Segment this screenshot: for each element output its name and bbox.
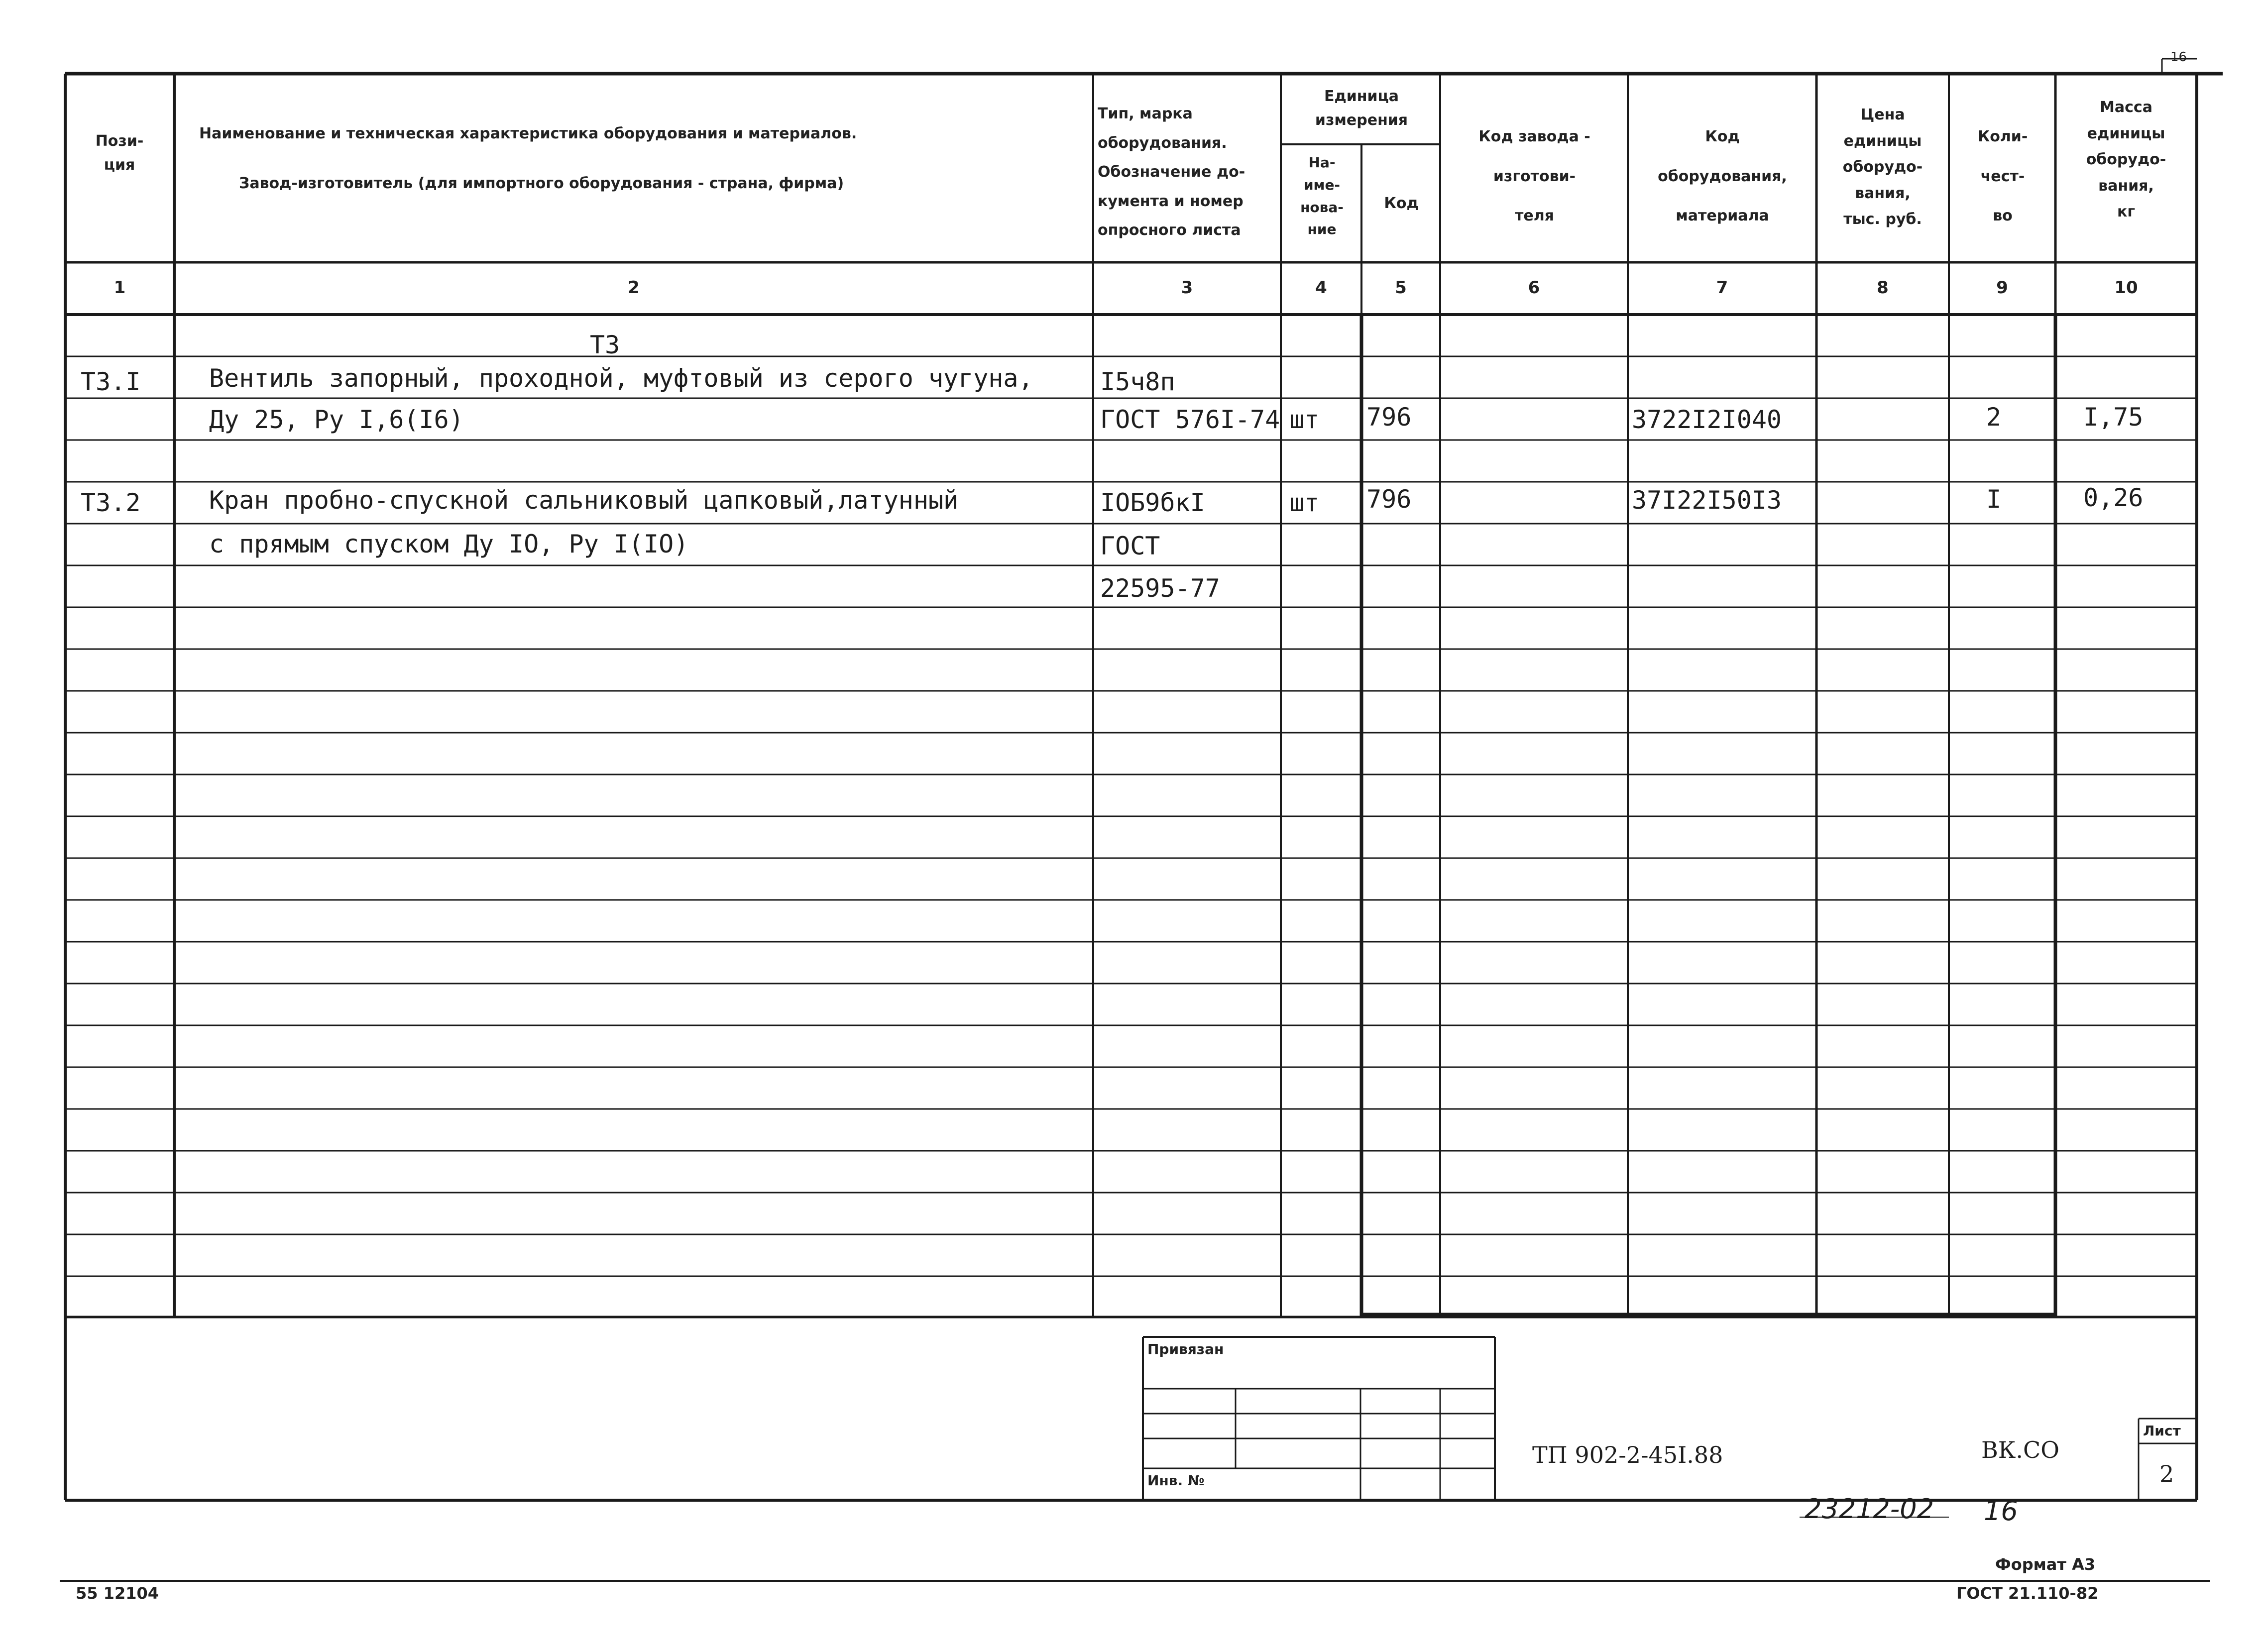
row3-code: 796	[1366, 485, 1412, 514]
row5-type: 22595-77	[1100, 574, 1220, 603]
footer-standard: ГОСТ 21.110-82	[1956, 1584, 2099, 1603]
colnum-2: 2	[628, 278, 640, 298]
colnum-7: 7	[1716, 278, 1728, 298]
row3-mass: 0,26	[2083, 483, 2144, 512]
row2-type: ГОСТ 576I-74	[1100, 405, 1280, 434]
row2-quantity: 2	[1986, 403, 2002, 432]
header-unit-code: Код	[1384, 195, 1419, 212]
row2-mass: I,75	[2083, 403, 2144, 432]
row3-unit: шт	[1289, 488, 1320, 517]
stamp-doc-code: ТП 902-2-45I.88	[1532, 1441, 1723, 1468]
corner-page-fragment: 16	[2170, 50, 2187, 65]
header-position: Пози- ция	[95, 132, 144, 174]
row2-unit: шт	[1289, 405, 1320, 434]
footer-format: Формат А3	[1995, 1555, 2096, 1574]
header-mass: Масса единицы оборудо- вания, кг	[2086, 99, 2166, 220]
row4-name: с прямым спуском Ду IО, Ру I(IО)	[209, 530, 689, 558]
header-type: Тип, марка оборудования. Обозначение до- кумента и номер опросного листа	[1098, 105, 1245, 239]
colnum-10: 10	[2114, 278, 2138, 298]
header-unit-group: Единица измерения	[1315, 88, 1408, 129]
archive-number: 23212-02	[1805, 1493, 1934, 1525]
stamp-sheet-number: 2	[2159, 1460, 2174, 1487]
row4-type: ГОСТ	[1100, 532, 1160, 560]
header-name-line2: Завод-изготовитель (для импортного оборудования - страна, фирма)	[239, 175, 844, 192]
row3-equip-code: 37I22I50I3	[1632, 486, 1782, 515]
row2-equip-code: 3722I2I040	[1632, 405, 1782, 434]
stamp-bound-label: Привязан	[1147, 1341, 1224, 1357]
header-factory-code: Код завода - изготови- теля	[1478, 128, 1590, 224]
colnum-9: 9	[1996, 278, 2008, 298]
colnum-8: 8	[1877, 278, 1889, 298]
row1-position: Т3.I	[81, 367, 141, 396]
row3-quantity: I	[1986, 485, 2002, 514]
row1-name: Вентиль запорный, проходной, муфтовый из серого чугуна,	[209, 364, 1033, 393]
stamp-section: ВК.СО	[1981, 1436, 2059, 1463]
colnum-1: 1	[113, 278, 126, 298]
archive-page: 16	[1984, 1495, 2018, 1527]
header-unit-name: На- име- нова- ние	[1300, 154, 1344, 238]
header-name-line1: Наименование и техническая характеристика оборудования и материалов.	[199, 125, 857, 142]
colnum-3: 3	[1181, 278, 1193, 298]
row2-name: Ду 25, Ру I,6(I6)	[209, 405, 464, 434]
row3-position: Т3.2	[81, 488, 141, 517]
row3-name: Кран пробно-спускной сальниковый цапковый,латунный	[209, 486, 959, 515]
stamp-sheet-label: Лист	[2143, 1423, 2181, 1439]
stamp-inv-label: Инв. №	[1147, 1472, 1205, 1489]
colnum-5: 5	[1395, 278, 1407, 298]
row1-type: I5ч8п	[1100, 367, 1175, 396]
colnum-4: 4	[1315, 278, 1327, 298]
colnum-6: 6	[1528, 278, 1540, 298]
section-title: Т3	[590, 330, 620, 359]
header-equip-code: Код оборудования, материала	[1658, 128, 1787, 224]
footer-left-code: 55 12104	[76, 1584, 159, 1603]
row3-type: IОБ9бкI	[1100, 488, 1205, 517]
row2-code: 796	[1366, 403, 1412, 432]
header-quantity: Коли- чест- во	[1977, 128, 2028, 224]
header-price: Цена единицы оборудо- вания, тыс. руб.	[1842, 106, 1923, 228]
